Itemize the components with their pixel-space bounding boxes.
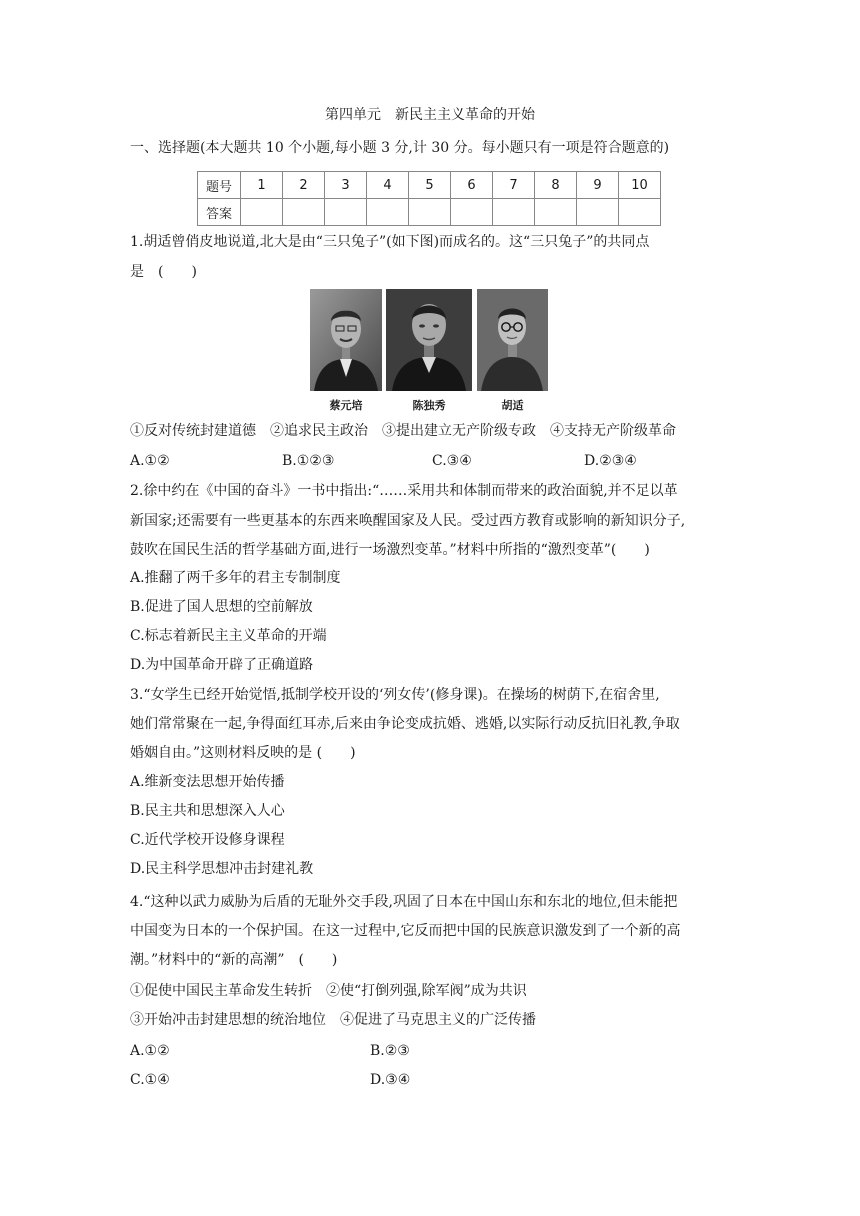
question-number: 6 [451,172,493,199]
answer-cell[interactable] [325,199,367,226]
q3-option-a[interactable]: A.维新变法思想开始传播 [130,774,285,790]
q4-statements-line-2: ③开始冲击封建思想的统治地位 ④促进了马克思主义的广泛传播 [130,1012,536,1028]
q2-stem-line-2: 新国家;还需要有一些更基本的东西来唤醒国家及人民。受过西方教育或影响的新知识分子, [130,513,686,529]
answer-cell[interactable] [535,199,577,226]
answer-row-label: 答案 [198,199,241,226]
q3-option-d[interactable]: D.民主科学思想冲击封建礼教 [130,861,314,877]
answer-cell[interactable] [409,199,451,226]
portrait-chen-duxiu [386,289,472,412]
q4-stem-line-2: 中国变为日本的一个保护国。在这一过程中,它反而把中国的民族意识激发到了一个新的高 [130,923,681,939]
q2-stem-line-3: 鼓吹在国民生活的哲学基础方面,进行一场激烈变革。”材料中所指的“激烈变革”( ) [130,542,650,558]
q4-option-a[interactable]: A.①② [130,1043,170,1059]
q3-stem-line-1: 3.“女学生已经开始觉悟,抵制学校开设的‘列女传’(修身课)。在操场的树荫下,在宿舍里, [130,687,660,703]
answer-table-answer-row [198,199,661,226]
q1-option-c[interactable]: C.③④ [432,453,472,469]
answer-table-number-row [198,172,661,199]
q1-stem-line-2: 是 ( ) [130,264,197,280]
q2-option-a[interactable]: A.推翻了两千多年的君主专制制度 [130,570,341,586]
q3-option-c[interactable]: C.近代学校开设修身课程 [130,832,285,848]
number-row-label: 题号 [198,172,241,199]
photo-caption: 蔡元培 [329,399,363,412]
question-number: 1 [241,172,283,199]
q3-option-b[interactable]: B.民主共和思想深入人心 [130,803,285,819]
q3-stem-line-3: 婚姻自由。”这则材料反映的是 ( ) [130,745,356,761]
unit-title: 第四单元 新民主主义革命的开始 [325,107,535,123]
q1-statements: ①反对传统封建道德 ②追求民主政治 ③提出建立无产阶级专政 ④支持无产阶级革命 [130,423,676,439]
q1-option-a[interactable]: A.①② [130,453,170,469]
q2-option-d[interactable]: D.为中国革命开辟了正确道路 [130,657,314,673]
photo-caption: 陈独秀 [412,399,446,412]
q2-option-b[interactable]: B.促进了国人思想的空前解放 [130,599,313,615]
q4-option-b[interactable]: B.②③ [370,1043,410,1059]
answer-cell[interactable] [619,199,661,226]
question-number: 7 [493,172,535,199]
question-number: 2 [283,172,325,199]
q1-option-b[interactable]: B.①②③ [282,453,335,469]
question-number: 10 [619,172,661,199]
q2-stem-line-1: 2.徐中约在《中国的奋斗》一书中指出:“……采用共和体制而带来的政治面貌,并不足以革 [130,483,678,499]
answer-cell[interactable] [283,199,325,226]
answer-table [197,171,661,226]
q4-option-c[interactable]: C.①④ [130,1072,170,1088]
answer-cell[interactable] [577,199,619,226]
q1-option-d[interactable]: D.②③④ [584,453,637,469]
q4-stem-line-1: 4.“这种以武力威胁为后盾的无耻外交手段,巩固了日本在中国山东和东北的地位,但未能把 [130,894,678,910]
q4-statements-line-1: ①促使中国民主革命发生转折 ②使“打倒列强,除军阀”成为共识 [130,983,527,999]
portrait-hu-shi [477,289,548,412]
q3-stem-line-2: 她们常常聚在一起,争得面红耳赤,后来由争论变成抗婚、逃婚,以实际行动反抗旧礼教,争取 [130,716,680,732]
q4-option-d[interactable]: D.③④ [370,1072,411,1088]
answer-cell[interactable] [493,199,535,226]
portrait-cai-yuanpei [310,289,382,412]
section-heading: 一、选择题(本大题共 10 个小题,每小题 3 分,计 30 分。每小题只有一项是符合题意的) [130,140,670,156]
question-number: 3 [325,172,367,199]
question-number: 8 [535,172,577,199]
photo-caption: 胡适 [501,399,524,412]
answer-cell[interactable] [451,199,493,226]
q4-stem-line-3: 潮。”材料中的“新的高潮” ( ) [130,952,338,968]
q1-stem-line-1: 1.胡适曾俏皮地说道,北大是由“三只兔子”(如下图)而成名的。这“三只兔子”的共同点 [130,234,650,250]
answer-cell[interactable] [367,199,409,226]
q2-option-c[interactable]: C.标志着新民主主义革命的开端 [130,628,327,644]
question-number: 9 [577,172,619,199]
question-number: 4 [367,172,409,199]
question-number: 5 [409,172,451,199]
answer-cell[interactable] [241,199,283,226]
q1-photo-group [310,289,550,419]
